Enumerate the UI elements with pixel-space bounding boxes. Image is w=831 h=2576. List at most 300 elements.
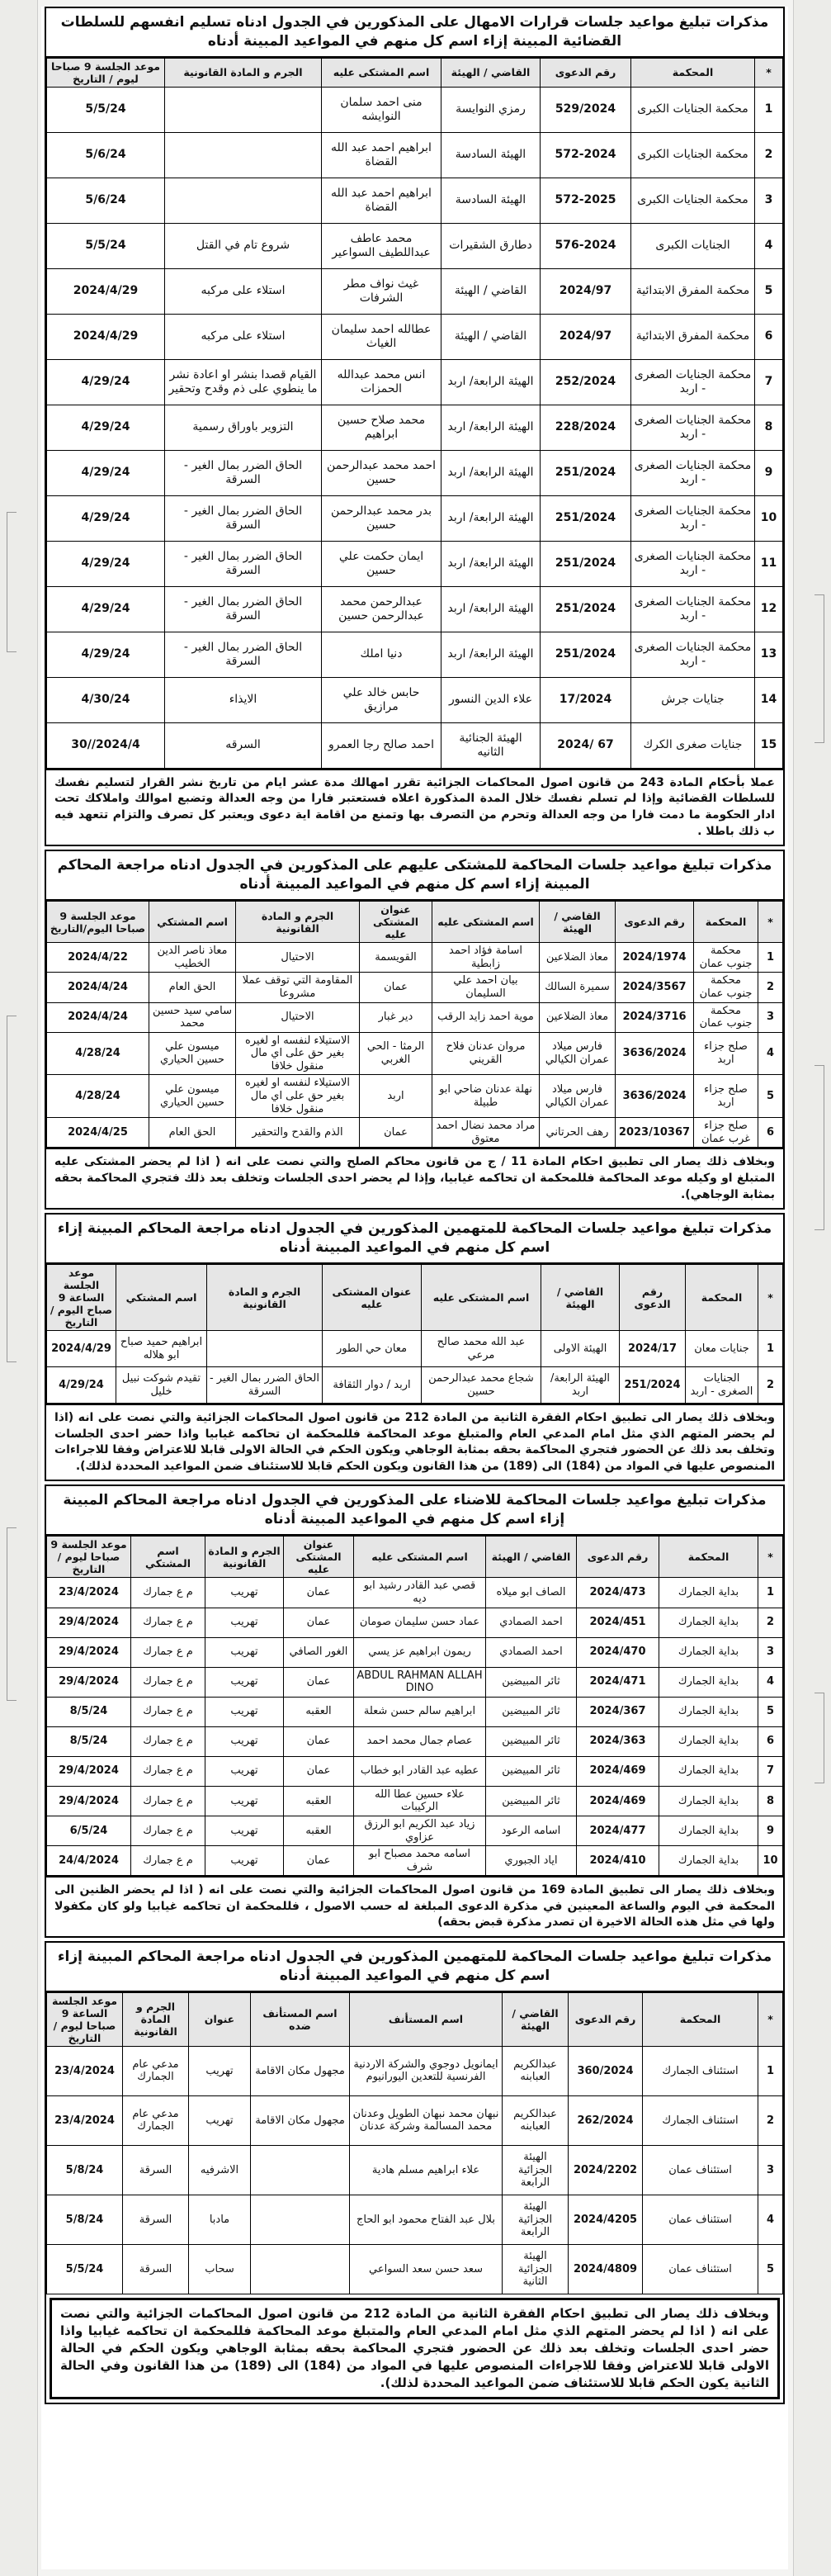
table-cell: 529/2024 xyxy=(541,87,631,132)
table-cell: سميرة السالك xyxy=(540,973,616,1002)
table-cell: م ع جمارك xyxy=(131,1756,205,1786)
row-number: 10 xyxy=(758,1846,783,1876)
table-cell: 2024/410 xyxy=(577,1846,659,1876)
table-cell: 2024/4/29 xyxy=(47,1331,116,1367)
table-header-row xyxy=(47,1265,783,1331)
table-cell: حابس خالد علي مرازيق xyxy=(322,677,441,722)
table-row xyxy=(47,132,783,178)
table-cell: 17/2024 xyxy=(541,677,631,722)
row-number: 1 xyxy=(758,943,783,973)
table-cell: م ع جمارك xyxy=(131,1608,205,1637)
table-cell: ثائر المبيضين xyxy=(486,1726,577,1756)
table-cell: بداية الجمارك xyxy=(659,1578,758,1608)
row-number: 9 xyxy=(758,1816,783,1845)
table-cell: تهريب xyxy=(189,2095,251,2145)
table-row xyxy=(47,632,783,677)
table-cell: بدر محمد عبدالرحمن حسين xyxy=(322,495,441,541)
table-cell: الهيئة الرابعة/ اربد xyxy=(441,632,541,677)
table-cell: الهيئة الاولى xyxy=(541,1331,620,1367)
table-cell: مجهول مكان الاقامة xyxy=(251,2046,350,2095)
column-header: القاضي / الهيئة xyxy=(541,1265,620,1331)
table-cell: محكمة جنوب عمان xyxy=(694,973,758,1002)
row-number: 5 xyxy=(758,1697,783,1726)
table-cell: 24/4/2024 xyxy=(47,1846,131,1876)
legal-note: عملا بأحكام المادة 243 من قانون اصول المحاكمات الجزائية تقرر امهالك مدة عشر ايام من تاريخ نشر القرار لتسليم نفسك للسلطات القضائية وإذا لم تسلم نفسك خلال المدة المذكورة اعلاه فستعتبر فارا من وجه العدالة وتضبع اموالك واملاكك تحت ادار الحكومة ما دمت فارا من وجه العدالة وتحرم من التصرف بها وتمنع من اقامة اية دعوى ويعتبر كل تصرف والتزام تتعهد فيه ب ذلك باطلا . xyxy=(46,769,783,845)
table-row xyxy=(47,223,783,268)
column-header: الجرم و المادة القانونية xyxy=(123,1992,189,2046)
row-number: 1 xyxy=(755,87,783,132)
row-number: 4 xyxy=(758,1667,783,1697)
table-cell: بداية الجمارك xyxy=(659,1726,758,1756)
table-cell: فارس ميلاد عمران الكيالي xyxy=(540,1075,616,1118)
table-cell: بداية الجمارك xyxy=(659,1637,758,1667)
table-cell xyxy=(165,132,322,178)
row-number: 5 xyxy=(755,268,783,314)
column-header: موعد الجلسة الساعة 9 صباح اليوم / التاريخ xyxy=(47,1265,116,1331)
table-cell: تهريب xyxy=(205,1667,284,1697)
edge-bracket xyxy=(7,1527,17,1701)
table-cell: عبدالرحمن محمد عبدالرحمن حسين xyxy=(322,586,441,632)
table-cell: رهف الحرتاني xyxy=(540,1118,616,1148)
column-header: موعد الجلسة 9 صباحا ليوم / التاريخ xyxy=(47,58,165,87)
section-accused-hearings xyxy=(45,1213,785,1481)
table-cell: الهيئة الرابعة/ اربد xyxy=(441,359,541,405)
column-header: عنوان المشتكى عليه xyxy=(284,1537,354,1578)
table-cell: 4/29/24 xyxy=(47,541,165,586)
column-header: المحكمة xyxy=(659,1537,758,1578)
table-cell: م ع جمارك xyxy=(131,1816,205,1845)
table-cell xyxy=(165,178,322,223)
row-number: 7 xyxy=(758,1756,783,1786)
column-header: الجرم و المادة القانونية xyxy=(207,1265,323,1331)
table-cell: 4/28/24 xyxy=(47,1075,149,1118)
table-row xyxy=(47,1846,783,1876)
table-cell: الهيئة الرابعة/ اربد xyxy=(441,495,541,541)
table-cell: اياد الجبوري xyxy=(486,1846,577,1876)
section-grace-period-notices xyxy=(45,7,785,846)
table-cell: الهيئة السادسة xyxy=(441,132,541,178)
row-number: 5 xyxy=(758,2244,783,2294)
table-cell: عمان xyxy=(284,1578,354,1608)
table-cell: 2024/4//30 xyxy=(47,722,165,768)
table-cell: الغور الصافي xyxy=(284,1637,354,1667)
table-cell: 2024/469 xyxy=(577,1786,659,1816)
table-row xyxy=(47,2195,783,2244)
table-cell: عمان xyxy=(284,1608,354,1637)
table-row xyxy=(47,2095,783,2145)
row-number: 14 xyxy=(755,677,783,722)
table-cell: الرمثا - الحي الغربي xyxy=(360,1032,432,1075)
section-customs-hearings xyxy=(45,1485,785,1938)
table-cell: اسامه محمد مصباح ابو شرف xyxy=(354,1846,486,1876)
table-cell: 2024/470 xyxy=(577,1637,659,1667)
table-cell: الاحتيال xyxy=(236,1002,360,1032)
table-cell: محكمة الجنايات الكبرى xyxy=(631,132,755,178)
table-cell: معاذ الضلاعين xyxy=(540,1002,616,1032)
table-cell: منى احمد سلمان النوايشه xyxy=(322,87,441,132)
column-header: موعد الجلسة 9 صباحا اليوم/التاريخ xyxy=(47,902,149,943)
table-row xyxy=(47,1608,783,1637)
table-cell: احمد الصمادي xyxy=(486,1608,577,1637)
edge-bracket xyxy=(7,1016,17,1362)
table-cell: عبدالكريم العبابنه xyxy=(503,2046,569,2095)
column-header: * xyxy=(758,1992,783,2046)
column-header: اسم المشتكي xyxy=(116,1265,207,1331)
table-cell: صلح جزاء اربد xyxy=(694,1032,758,1075)
table-cell: محكمة الجنايات الصغرى - اربد xyxy=(631,586,755,632)
table-row xyxy=(47,1697,783,1726)
table-cell: ايمان حكمت علي حسين xyxy=(322,541,441,586)
table-cell: 262/2024 xyxy=(569,2095,643,2145)
table-cell: 2024/97 xyxy=(541,268,631,314)
row-number: 10 xyxy=(755,495,783,541)
table-cell: بداية الجمارك xyxy=(659,1697,758,1726)
table-cell: عبدالكريم العبابنه xyxy=(503,2095,569,2145)
table-cell: اسامه الرعود xyxy=(486,1816,577,1845)
row-number: 1 xyxy=(758,1331,783,1367)
row-number: 11 xyxy=(755,541,783,586)
table-cell: علاء الدين النسور xyxy=(441,677,541,722)
table-cell: 4/28/24 xyxy=(47,1032,149,1075)
column-header: * xyxy=(755,58,783,87)
table-cell: السرقة xyxy=(123,2145,189,2195)
section-title: مذكرات تبليغ مواعيد جلسات قرارات الامهال على المذكورين في الجدول ادناه تسليم انفسهم للسلطات القضائية المبينة إزاء اسم كل منهم في المواعيد المبينة أدناه xyxy=(46,8,783,58)
table-cell: 8/5/24 xyxy=(47,1726,131,1756)
table-cell: 2024/1974 xyxy=(616,943,694,973)
table-cell: مراد محمد نضال احمد معتوق xyxy=(432,1118,540,1148)
table-cell: محكمة جنوب عمان xyxy=(694,1002,758,1032)
column-header: اسم المشتكى عليه xyxy=(432,902,540,943)
table-cell: انس محمد عبدالله الحمزات xyxy=(322,359,441,405)
table-cell xyxy=(251,2195,350,2244)
table-row xyxy=(47,1032,783,1075)
table-cell: احمد محمد عبدالرحمن حسين xyxy=(322,450,441,495)
edge-bracket xyxy=(814,594,824,743)
column-header: القاضي / الهيئة xyxy=(503,1992,569,2046)
table-cell: فارس ميلاد عمران الكيالي xyxy=(540,1032,616,1075)
table-cell: شروع تام في القتل xyxy=(165,223,322,268)
table-cell: الهيئة الجزائية الثانية xyxy=(503,2244,569,2294)
row-number: 3 xyxy=(755,178,783,223)
table-cell: مادبا xyxy=(189,2195,251,2244)
table-row xyxy=(47,2046,783,2095)
table-row xyxy=(47,450,783,495)
table-cell: عطالله احمد سليمان الغياث xyxy=(322,314,441,359)
table-cell: 3636/2024 xyxy=(616,1032,694,1075)
row-number: 2 xyxy=(758,2095,783,2145)
table-cell: استئناف الجمارك xyxy=(643,2046,758,2095)
table-cell: استئناف الجمارك xyxy=(643,2095,758,2145)
table-cell: عمان xyxy=(284,1846,354,1876)
table-row xyxy=(47,1637,783,1667)
table-row xyxy=(47,178,783,223)
legal-note: وبخلاف ذلك يصار الى تطبيق احكام الفقرة الثانية من المادة 212 من قانون اصول المحاكمات الجزائية والتي نصت على انه (اذا لم يحضر المتهم الذي مثل امام المدعي العام والمتبلغ موعد المحاكمة فللمحكمة ان تحاكمه غيابيا واذا حضر احدى الجلسات وتخلف بعد ذلك عن الحضور فتجري المحاكمة بحقه بمثابة الوجاهي ويكون الحكم في الحالة الاولى قابلا للاعتراض وفقا للاجراءات المنصوص عليها في المواد من (184) الى (189) من هذا القانون ويكون الحكم قابلا للاستئناف ضمن المواعيد المحددة لذلك). xyxy=(46,1404,783,1480)
table-cell: 251/2024 xyxy=(541,450,631,495)
table-cell: الهيئة الرابعة/ اربد xyxy=(441,405,541,450)
table-cell: م ع جمارك xyxy=(131,1786,205,1816)
table-row xyxy=(47,1331,783,1367)
table-cell: دطارق الشقيرات xyxy=(441,223,541,268)
row-number: 3 xyxy=(758,1002,783,1032)
table-cell: العقبه xyxy=(284,1786,354,1816)
table-cell: 251/2024 xyxy=(620,1367,686,1404)
table-cell: 251/2024 xyxy=(541,632,631,677)
column-header: اسم المشتكى عليه xyxy=(354,1537,486,1578)
table-cell: علاء ابراهيم مسلم هادية xyxy=(350,2145,503,2195)
table-cell: م ع جمارك xyxy=(131,1637,205,1667)
table-cell: عمان xyxy=(360,973,432,1002)
table-row xyxy=(47,495,783,541)
table-cell: تقيدم شوكت نبيل خليل xyxy=(116,1367,207,1404)
table-row xyxy=(47,1667,783,1697)
table-cell: ريمون ابراهيم عز يسي xyxy=(354,1637,486,1667)
table-cell: الهيئة الجنائية الثانيه xyxy=(441,722,541,768)
table-cell: محكمة الجنايات الصغرى - اربد xyxy=(631,405,755,450)
table-row xyxy=(47,1816,783,1845)
table-cell: علاء حسين عطا الله الركيبات xyxy=(354,1786,486,1816)
table-cell: القيام قصدا بنشر او اعادة نشر ما ينطوي على ذم وقدح وتحقير xyxy=(165,359,322,405)
section-title: مذكرات تبليغ مواعيد جلسات المحاكمة للاضناء على المذكورين في الجدول ادناه مراجعة المحاكم المبينة إزاء اسم كل منهم في المواعيد المبينة أدناه xyxy=(46,1486,783,1536)
table-row xyxy=(47,1075,783,1118)
column-header: رقم الدعوى xyxy=(577,1537,659,1578)
table-cell: الهيئة الرابعة/ اربد xyxy=(541,1367,620,1404)
table-cell: 5/5/24 xyxy=(47,223,165,268)
table-cell: تهريب xyxy=(205,1816,284,1845)
table-cell: محمد صلاح حسين ابراهيم xyxy=(322,405,441,450)
column-header: * xyxy=(758,902,783,943)
table-cell: ابراهيم حميد صباح ابو هلاله xyxy=(116,1331,207,1367)
table-cell: 2024/451 xyxy=(577,1608,659,1637)
table-cell: 576-2024 xyxy=(541,223,631,268)
table-cell: عطيه عبد القادر ابو خطاب xyxy=(354,1756,486,1786)
column-header: القاضي / الهيئة xyxy=(486,1537,577,1578)
table-cell: الجنايات الكبرى xyxy=(631,223,755,268)
column-header: اسم المستأنف ضده xyxy=(251,1992,350,2046)
table-cell: 2024/2202 xyxy=(569,2145,643,2195)
notices-table xyxy=(46,1536,783,1876)
row-number: 3 xyxy=(758,1637,783,1667)
table-cell: 67 /2024 xyxy=(541,722,631,768)
section-title: مذكرات تبليغ مواعيد جلسات المحاكمة للمشتكى عليهم على المذكورين في الجدول ادناه مراجعة المحاكم المبينة إزاء اسم كل منهم في المواعيد المبينة أدناه xyxy=(46,851,783,901)
section-defendant-hearings xyxy=(45,850,785,1210)
table-cell: 251/2024 xyxy=(541,495,631,541)
table-row xyxy=(47,973,783,1002)
edge-bracket xyxy=(814,1693,824,1783)
column-header: موعد الجلسة الساعة 9 صباحا ليوم / التاريخ xyxy=(47,1992,123,2046)
section-title: مذكرات تبليغ مواعيد جلسات المحاكمة للمتهمين المذكورين في الجدول ادناه مراجعة المحاكم المبينة إزاء اسم كل منهم في المواعيد المبينة أدناه xyxy=(46,1215,783,1264)
table-cell: السرقة xyxy=(123,2244,189,2294)
table-row xyxy=(47,314,783,359)
table-cell: معان حي الطور xyxy=(323,1331,422,1367)
row-number: 9 xyxy=(755,450,783,495)
table-cell: استلاء على مركبه xyxy=(165,268,322,314)
table-cell: سحاب xyxy=(189,2244,251,2294)
table-cell: محمد عاطف عبداللطيف السواعير xyxy=(322,223,441,268)
table-cell: القويسمة xyxy=(360,943,432,973)
table-cell: الهيئة الرابعة/ اربد xyxy=(441,450,541,495)
table-cell: 2024/3716 xyxy=(616,1002,694,1032)
table-cell: 572-2024 xyxy=(541,132,631,178)
table-cell: 4/30/24 xyxy=(47,677,165,722)
column-header: الجرم و المادة القانونية xyxy=(236,902,360,943)
table-cell: عمان xyxy=(284,1667,354,1697)
table-row xyxy=(47,359,783,405)
table-cell: الحاق الضرر بمال الغير - السرقة xyxy=(165,495,322,541)
table-cell: عماد حسن سليمان صومان xyxy=(354,1608,486,1637)
table-cell: محكمة الجنايات الكبرى xyxy=(631,178,755,223)
table-cell: ميسون علي حسين الحياري xyxy=(149,1075,236,1118)
table-row xyxy=(47,405,783,450)
table-row xyxy=(47,2145,783,2195)
table-cell: 8/5/24 xyxy=(47,1697,131,1726)
table-row xyxy=(47,541,783,586)
column-header: رقم الدعوى xyxy=(569,1992,643,2046)
table-cell: جنايات صغرى الكرك xyxy=(631,722,755,768)
table-cell xyxy=(251,2244,350,2294)
table-row xyxy=(47,677,783,722)
table-cell: بداية الجمارك xyxy=(659,1816,758,1845)
column-header: المحكمة xyxy=(686,1265,758,1331)
table-cell: شجاع محمد عبدالرحمن حسين xyxy=(422,1367,541,1404)
notices-table xyxy=(46,58,783,769)
table-cell: 2024/4/29 xyxy=(47,268,165,314)
table-cell: محكمة الجنايات الصغرى - اربد xyxy=(631,359,755,405)
notices-table xyxy=(46,1264,783,1404)
table-cell: 2024/363 xyxy=(577,1726,659,1756)
column-header: موعد الجلسة 9 صباحا ليوم / التاريخ xyxy=(47,1537,131,1578)
row-number: 6 xyxy=(758,1726,783,1756)
table-cell: ثائر المبيضين xyxy=(486,1667,577,1697)
table-cell: ابراهيم سالم حسن شعلة xyxy=(354,1697,486,1726)
table-cell: صلح جزاء اربد xyxy=(694,1075,758,1118)
row-number: 1 xyxy=(758,1578,783,1608)
table-cell: سعد حسن سعد السواعي xyxy=(350,2244,503,2294)
table-cell: م ع جمارك xyxy=(131,1697,205,1726)
table-cell: استلاء على مركبه xyxy=(165,314,322,359)
row-number: 12 xyxy=(755,586,783,632)
table-cell: الحاق الضرر بمال الغير - السرقة xyxy=(165,450,322,495)
column-header: رقم الدعوى xyxy=(620,1265,686,1331)
notices-table xyxy=(46,901,783,1148)
table-cell: الاستيلاء لنفسه او لغيره بغير حق على اي مال منقول خلافا xyxy=(236,1032,360,1075)
table-cell: م ع جمارك xyxy=(131,1846,205,1876)
table-cell: السرقة xyxy=(123,2195,189,2244)
table-cell: محكمة جنوب عمان xyxy=(694,943,758,973)
edge-bracket xyxy=(814,1065,824,1230)
table-cell: 2024/3567 xyxy=(616,973,694,1002)
table-cell: 2024/4/29 xyxy=(47,314,165,359)
column-header: عنوان xyxy=(189,1992,251,2046)
table-cell: 251/2024 xyxy=(541,586,631,632)
table-cell: 5/8/24 xyxy=(47,2145,123,2195)
notices-table xyxy=(46,1992,783,2294)
table-row xyxy=(47,586,783,632)
table-cell: بداية الجمارك xyxy=(659,1667,758,1697)
right-page-edge xyxy=(793,0,831,2576)
column-header: عنوان المشتكى عليه xyxy=(323,1265,422,1331)
table-cell: 2024/4809 xyxy=(569,2244,643,2294)
table-cell: قصي عبد القادر رشيد ابو ديه xyxy=(354,1578,486,1608)
table-cell: المقاومة التي توقف عملا مشروعا xyxy=(236,973,360,1002)
table-cell: م ع جمارك xyxy=(131,1667,205,1697)
table-cell: 228/2024 xyxy=(541,405,631,450)
table-cell: تهريب xyxy=(205,1578,284,1608)
table-row xyxy=(47,1118,783,1148)
column-header: * xyxy=(758,1265,783,1331)
table-cell: غيث نواف مطر الشرفات xyxy=(322,268,441,314)
table-cell: تهريب xyxy=(205,1608,284,1637)
table-cell: 4/29/24 xyxy=(47,359,165,405)
table-cell: عمان xyxy=(360,1118,432,1148)
table-cell: الهيئة الجزائية الرابعة xyxy=(503,2145,569,2195)
table-cell: 2024/97 xyxy=(541,314,631,359)
table-cell: الصاف ابو ميلاه xyxy=(486,1578,577,1608)
table-cell: تهريب xyxy=(205,1697,284,1726)
table-cell: اربد / دوار الثقافة xyxy=(323,1367,422,1404)
row-number: 7 xyxy=(755,359,783,405)
table-cell: تهريب xyxy=(205,1786,284,1816)
legal-note: وبخلاف ذلك يصار الى تطبيق احكام الفقرة الثانية من المادة 212 من قانون اصول المحاكمات الجزائية والتي نصت على انه ( اذا لم يحضر المتهم الذي مثل امام المدعي العام والمتبلغ موعد المحاكمة فللمحكمة ان تحاكمه غيابيا واذا حضر احدى الجلسات وتخلف بعد ذلك عن الحضور فتجري المحاكمة بحقه بمثابة الوجاهي ويكون الحكم في الحالة الاولى قابلا للاعتراض وفقا للاجراءات المنصوص عليها في المواد من (184) الى (189) من هذا القانون وفي الحالة الثانية يكون الحكم قابلا للاستئناف ضمن المواعيد المحددة لذلك). xyxy=(50,2298,780,2399)
column-header: * xyxy=(758,1537,783,1578)
table-cell: معاذ الضلاعين xyxy=(540,943,616,973)
table-cell: الاستيلاء لنفسه او لغيره بغير حق على اي مال منقول خلافا xyxy=(236,1075,360,1118)
table-cell: تهريب xyxy=(205,1846,284,1876)
table-cell: 5/6/24 xyxy=(47,178,165,223)
column-header: الجرم و المادة القانونية xyxy=(165,58,322,87)
table-row xyxy=(47,1578,783,1608)
table-header-row xyxy=(47,1992,783,2046)
row-number: 2 xyxy=(758,1608,783,1637)
table-row xyxy=(47,87,783,132)
row-number: 4 xyxy=(755,223,783,268)
table-cell: محكمة الجنايات الصغرى - اربد xyxy=(631,495,755,541)
table-cell: دير غبار xyxy=(360,1002,432,1032)
table-cell: 6/5/24 xyxy=(47,1816,131,1845)
column-header: القاضي / الهيئة xyxy=(441,58,541,87)
column-header: اسم المشتكى عليه xyxy=(322,58,441,87)
table-cell: العقبه xyxy=(284,1697,354,1726)
table-cell: 29/4/2024 xyxy=(47,1667,131,1697)
column-header: القاضي / الهيئة xyxy=(540,902,616,943)
table-cell: 2024/17 xyxy=(620,1331,686,1367)
row-number: 5 xyxy=(758,1075,783,1118)
table-row xyxy=(47,1002,783,1032)
table-cell: 2024/4/25 xyxy=(47,1118,149,1148)
column-header: المحكمة xyxy=(694,902,758,943)
table-cell: معاذ ناصر الدين الخطيب xyxy=(149,943,236,973)
table-row xyxy=(47,1786,783,1816)
table-cell: السرقه xyxy=(165,722,322,768)
column-header: المحكمة xyxy=(631,58,755,87)
table-cell: الاحتيال xyxy=(236,943,360,973)
table-cell: محكمة الجنايات الصغرى - اربد xyxy=(631,632,755,677)
table-cell: الجنايات الصغرى - اربد xyxy=(686,1367,758,1404)
table-cell: تهريب xyxy=(205,1756,284,1786)
table-cell: 251/2024 xyxy=(541,541,631,586)
table-cell: صلح جزاء غرب عمان xyxy=(694,1118,758,1148)
table-cell: 29/4/2024 xyxy=(47,1756,131,1786)
table-cell: 23/4/2024 xyxy=(47,2095,123,2145)
table-cell: الايذاء xyxy=(165,677,322,722)
table-cell: 5/6/24 xyxy=(47,132,165,178)
column-header: عنوان المشتكى عليه xyxy=(360,902,432,943)
table-cell: الحاق الضرر بمال الغير - السرقة xyxy=(207,1367,323,1404)
table-cell: 29/4/2024 xyxy=(47,1608,131,1637)
table-cell: بداية الجمارك xyxy=(659,1608,758,1637)
table-cell: 2024/4/24 xyxy=(47,973,149,1002)
table-row xyxy=(47,1367,783,1404)
row-number: 6 xyxy=(755,314,783,359)
